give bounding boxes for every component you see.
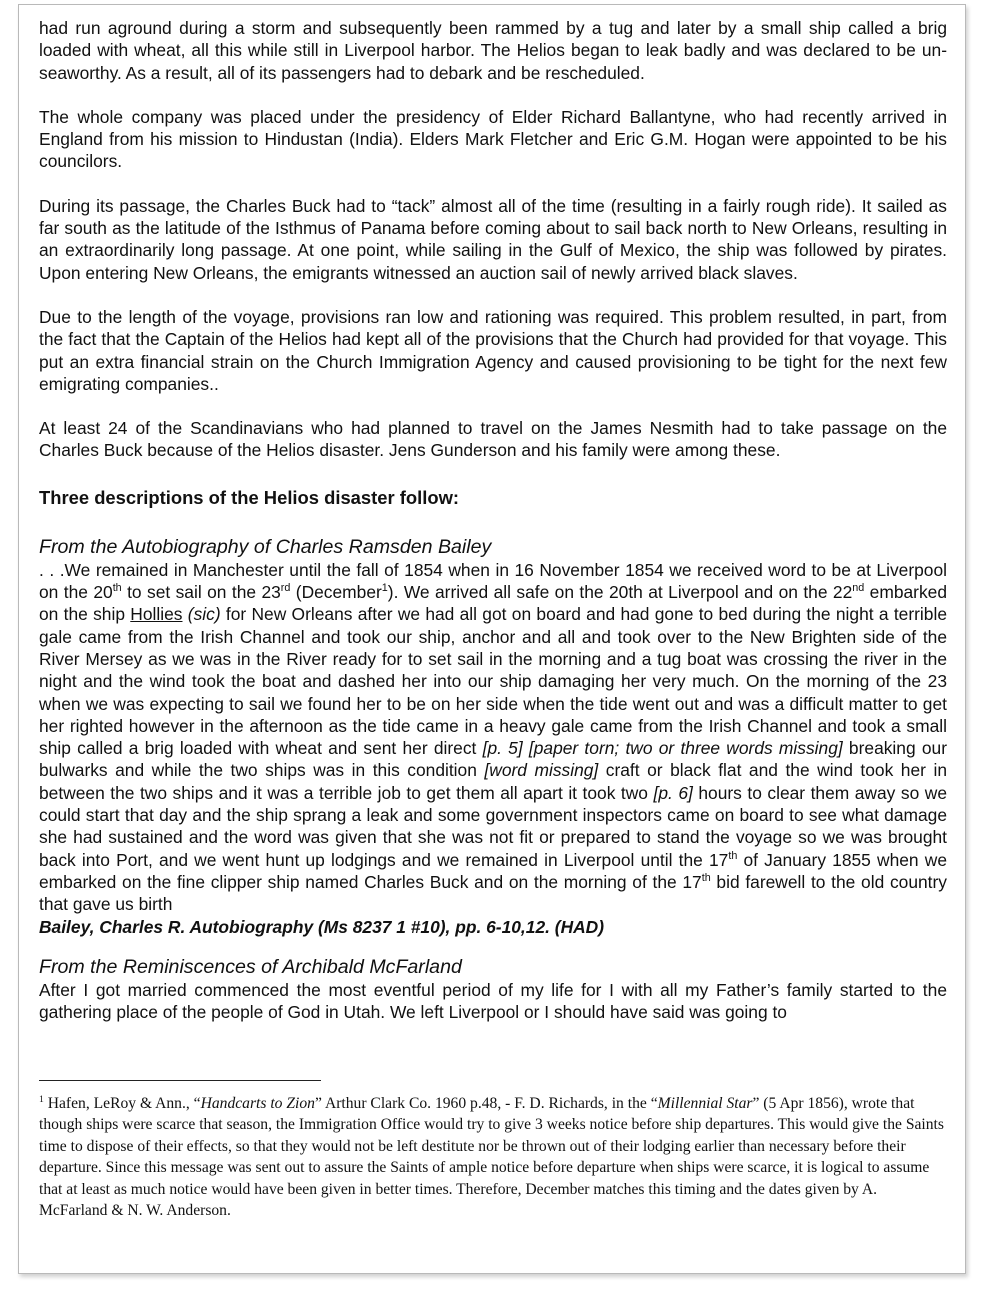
mcfarland-heading: From the Reminiscences of Archibald McFarland — [39, 955, 462, 978]
document-body — [39, 17, 947, 1023]
paragraph-company-presidency: The whole company was placed under the presidency of Elder Richard Ballantyne, who had recently arrived in England from his mission to Hindustan (India). Elders Mark Fletcher and Eric G.M. Hogan were appointed to be his councilors. — [39, 106, 947, 172]
editorial-note: [p. 6] — [653, 782, 693, 803]
paragraph-helios-aground: had run aground during a storm and subsequently been rammed by a tug and later by a small ship called a brig loaded with wheat, all this while still in Liverpool harbor. The Helios began to leak badly and was declared to be un-seaworthy. As a result, all of its passengers had to debark and be rescheduled. — [39, 18, 947, 83]
footnote: $^1$ Hafen, LeRoy & Ann., “Handcarts to Zion” Arthur Clark Co. 1960 p.48, - F. D. Richards, in the “Millennial Star” (5 Apr 1856), wrote that though ships were scarce that season, the Immigration Office would try to give 3 weeks notice before ship departures. This would give the Saints time to dispose of their effects, so that they would not be left destitute nor be thrown out of their lodging earlier than necessary before their departure. Since this message was sent out to assure the Saints of ample notice before departure when ships were scarce, it is logical to assume that at least as much notice would have been given in better times. Therefore, December matches this timing and the dates given by A. McFarland & N. W. Anderson. — [39, 1093, 944, 1220]
bailey-quote: . . .We remained in Manchester until the fall of 1854 when in 16 November 1854 we received word to be at Liverpool on the 20th to set sail on the 23rd (December$^1$). We arrived all safe on the 20th at Liverpool and on the 22nd embarked on the ship Hollies (sic) for New Orleans after we had all got on board and had gone to bed during the night a terrible gale came from the Irish Channel and took our ship, anchor and all and took over to the New Brighten side of the River Mersey as we was in the River ready for to set sail in the morning and a tug boat was crossing the river in the night and the wind took the boat and dashed her into our ship damaging her very much. On the morning of the 23 when we was expecting to sail we found her to be on her side when the tide went out and was a difficult matter to get her righted however in the afternoon as the tide came in a heavy gale came from the Irish Channel and took a small ship called a brig loaded with wheat and sent her direct [p. 5] [paper torn; two or three words missing] breaking our bulwarks and while the two ships was in this condition [word missing] craft or black flat and the wind took her in between the two ships and it was a terrible job to get them all apart it took two [p. 6] hours to clear them away so we could start that day and the ship sprang a leak and some government inspectors came on board to see what damage she had sustained and the word was given that she was not fit or prepared to stand the voyage so we was brought back into Port, and we went hunt up lodgings and we remained in Liverpool until the 17th of January 1855 when we embarked on the fine clipper ship named Charles Buck and on the morning of the 17th bid farewell to the old country that gave us birth — [39, 559, 947, 915]
footnote-reference: 1 — [381, 582, 388, 595]
paragraph-scandinavians: At least 24 of the Scandinavians who had planned to travel on the James Nesmith had to take passage on the Charles Buck because of the Helios disaster. Jens Gunderson and his family were among these. — [39, 418, 947, 461]
bailey-citation: Bailey, Charles R. Autobiography (Ms 8237 1 #10), pp. 6-10,12. (HAD) — [39, 916, 605, 937]
footnote-separator — [39, 1080, 321, 1081]
book-title: Handcarts to Zion — [200, 1095, 315, 1112]
document-page — [18, 4, 966, 1274]
paragraph-provisions: Due to the length of the voyage, provisions ran low and rationing was required. This problem resulted, in part, from the fact that the Captain of the Helios had kept all of the provisions that the Church had provided for that voyage. This put an extra financial strain on the Church Immigration Agency and caused provisioning to be tight for the next few emigrating companies.. — [39, 306, 947, 394]
editorial-note: [p. 5] [paper torn; two or three words missing] — [482, 738, 843, 759]
section-heading: Three descriptions of the Helios disaster follow: — [39, 486, 459, 508]
bailey-heading: From the Autobiography of Charles Ramsden Bailey — [39, 535, 492, 558]
footnote-mark: 1 — [39, 1093, 44, 1105]
ship-name-hollies: Hollies — [130, 604, 183, 625]
paragraph-charles-buck-passage: During its passage, the Charles Buck had to “tack” almost all of the time (resulting in a fairly rough ride). It sailed as far south as the latitude of the Isthmus of Panama before coming about to sail back north to New Orleans, resulting in an extraordinarily long passage. At one point, while sailing in the Gulf of Mexico, the ship was followed by pirates. Upon entering New Orleans, the emigrants witnessed an auction sail of newly arrived black slaves. — [39, 195, 947, 283]
editorial-note: [word missing] — [484, 760, 599, 781]
periodical-title: Millennial Star — [657, 1095, 753, 1112]
mcfarland-quote: After I got married commenced the most eventful period of my life for I with all my Father’s family started to the gathering place of the people of God in Utah. We left Liverpool or I should have said was going to — [39, 979, 947, 1023]
